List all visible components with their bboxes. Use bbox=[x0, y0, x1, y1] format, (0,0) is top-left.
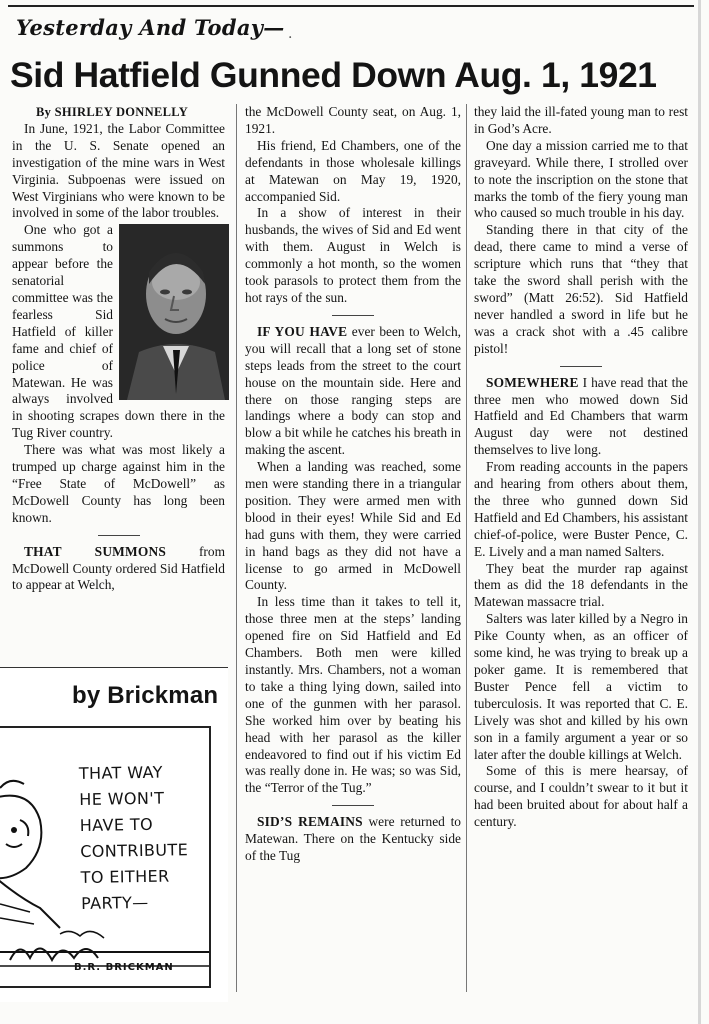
right-edge-shadow bbox=[698, 0, 701, 1024]
section-divider bbox=[560, 366, 602, 367]
cartoon-credit: by Brickman bbox=[72, 682, 219, 709]
byline: By SHIRLEY DONNELLY bbox=[36, 105, 189, 119]
paragraph-summons: One who got a summons to appear before the senatorial committee was the fearless Sid Hatfield of killer fame and chief of police of Matewan. He was always involved in shooting scrapes down there in the Tug River country. bbox=[12, 222, 225, 441]
section-lead: SOMEWHERE bbox=[486, 374, 579, 390]
section-lead: SID’S REMAINS bbox=[257, 814, 363, 830]
paragraph-that-summons bbox=[12, 544, 225, 595]
section-lead: IF YOU HAVE bbox=[257, 323, 348, 339]
editorial-cartoon bbox=[0, 667, 228, 1002]
paragraph-ed-chambers: His friend, Ed Chambers, one of the defendants in those wholesale killings at Matewan on May 19, 1920, accompanied Sid. bbox=[245, 137, 461, 204]
article-column-2 bbox=[245, 104, 461, 865]
paragraph-somewhere bbox=[474, 375, 688, 460]
series-title-tail: · bbox=[288, 30, 293, 46]
paragraph-gods-acre: they laid the ill-fated young man to rest in God’s Acre. bbox=[474, 104, 688, 136]
paragraph-gunfire: In less time than it takes to tell it, those three men at the steps’ landing opened fire on Sid Hatfield and Ed Chambers. Both men were killed instantly. Mrs. Chambers, not a woman to take a thing lying down, sailed into one of the gunmen with her parasol. She worked him over by beating his head with her parasol as the killer endeavored to find out if his victim Ed was really done in. He was; so was Sid, the “Terror of the Tug.” bbox=[245, 594, 461, 796]
section-text: I have read that the three men who mowed down Sid Hatfield and Ed Chambers that warm August day were not destined themselves to live long. bbox=[474, 374, 688, 458]
section-lead: THAT SUMMONS bbox=[24, 543, 166, 559]
article-column-1 bbox=[12, 104, 225, 594]
paragraph-scripture: Standing there in that city of the dead, there came to mind a verse of scripture which runs that “they that take the sword shall perish with the sword” (Matt 26:52). Sid Hatfield never handled a sword in life but he was a crack shot with a .45 calibre pistol! bbox=[474, 222, 688, 356]
column-rule-left bbox=[236, 104, 237, 992]
section-text: from McDowell County ordered Sid Hatfield to appear at Welch, bbox=[12, 543, 225, 593]
article-column-3 bbox=[474, 104, 688, 831]
paragraph-stone-steps bbox=[245, 324, 461, 459]
section-divider bbox=[332, 805, 374, 806]
headline: Sid Hatfield Gunned Down Aug. 1, 1921 bbox=[10, 55, 657, 95]
paragraph-county-seat: the McDowell County seat, on Aug. 1, 1921. bbox=[245, 104, 461, 136]
paragraph-charge: There was what was most likely a trumped up charge against him in the “Free State of McDowell” as McDowell County has long been known. bbox=[12, 442, 225, 525]
paragraph-remains bbox=[245, 814, 461, 865]
series-title: Yesterday And Today— bbox=[16, 15, 285, 40]
cartoon-signature: B.R. BRICKMAN bbox=[74, 962, 174, 973]
paragraph-landing: When a landing was reached, some men were standing there in a triangular position. They were armed men with blood in their eyes! While Sid and Ed had guns with them, they were carried in hand bags as they did not have a license to go armed in McDowell County. bbox=[245, 459, 461, 593]
paragraph-accounts: From reading accounts in the papers and hearing from others about them, the three who gunned down Sid Hatfield and Ed Chambers, his assistant chief-of-police, were Buster Pence, C. E. Lively and a man named Salters. bbox=[474, 459, 688, 559]
cartoon-panel bbox=[0, 726, 211, 988]
cartoon-caption: THAT WAY HE WON'T HAVE TO CONTRIBUTE TO EITHER PARTY— bbox=[78, 762, 189, 914]
section-divider bbox=[332, 315, 374, 316]
section-text: ever been to Welch, you will recall that a long set of stone steps leads from the street to the court house on the mountain side. Here and there on those ranging steps are landings where a body can stop and blow a bit while he catches his breath in making the ascent. bbox=[245, 323, 461, 458]
paragraph-wives: In a show of interest in their husbands, the wives of Sid and Ed went with them. August in Welch is commonly a hot month, so the women took parasols to protect them from the hot rays of the sun. bbox=[245, 205, 461, 305]
paragraph-graveyard: One day a mission carried me to that graveyard. While there, I strolled over to note the inscription on the stone that marks the tomb of the fiery young man who caused so much trouble in his day. bbox=[474, 137, 688, 221]
portrait-photo-image bbox=[119, 224, 229, 400]
section-divider bbox=[98, 535, 140, 536]
section-text: were returned to Matewan. There on the Kentucky side of the Tug bbox=[245, 814, 461, 864]
portrait-photo bbox=[119, 224, 229, 400]
paragraph-hearsay: Some of this is mere hearsay, of course, and I couldn’t swear to it but it had been bruited about for about half a century. bbox=[474, 763, 688, 830]
paragraph-intro: In June, 1921, the Labor Committee in the U. S. Senate opened an investigation of the mine wars in West Virginia. Subpoenas were issued on West Virginians who were known to be involved in some of the labor troubles. bbox=[12, 120, 225, 221]
top-rule bbox=[8, 5, 694, 7]
paragraph-salters: Salters was later killed by a Negro in Pike County when, as an officer of some kind, he was trying to break up a poker game. It is remembered that Buster Pence fell a victim to tuberculosis. It was reported that C. E. Lively was shot and killed by his own son in a family argument a year or so later after the double killings at Welch. bbox=[474, 611, 688, 762]
paragraph-murder-rap: They beat the murder rap against them as did the 18 defendants in the Matewan massacre trial. bbox=[474, 560, 688, 610]
column-rule-right bbox=[466, 104, 467, 992]
